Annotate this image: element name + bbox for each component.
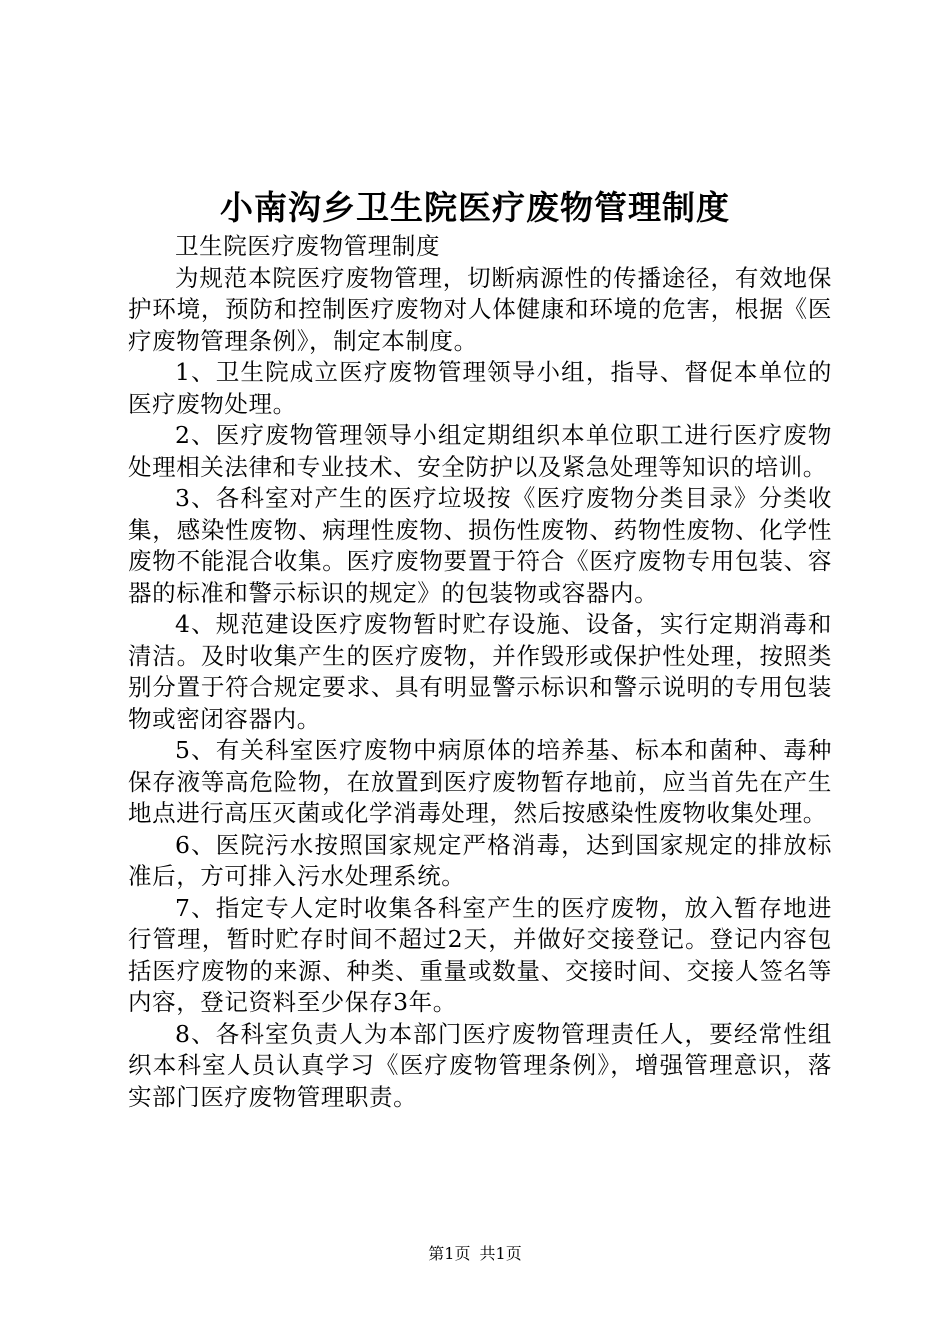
paragraph-item-5: 5、有关科室医疗废物中病原体的培养基、标本和菌种、毒种保存液等高危险物，在放置到医疗废物暂存地前，应当首先在产生地点进行高压灭菌或化学消毒处理，然后按感染性废物收集处理。 [128, 736, 832, 827]
paragraph-item-4: 4、规范建设医疗废物暂时贮存设施、设备，实行定期消毒和清洁。及时收集产生的医疗废物，并作毁形或保护性处理，按照类别分置于符合规定要求、具有明显警示标识和警示说明的专用包装物或密闭容器内。 [128, 610, 832, 733]
page-total: 共1页 [479, 1244, 522, 1263]
paragraph-item-8: 8、各科室负责人为本部门医疗废物管理责任人，要经常性组织本科室人员认真学习《医疗废物管理条例》，增强管理意识，落实部门医疗废物管理职责。 [128, 1019, 832, 1111]
paragraph-item-3: 3、各科室对产生的医疗垃圾按《医疗废物分类目录》分类收集，感染性废物、病理性废物、损伤性废物、药物性废物、化学性废物不能混合收集。医疗废物要置于符合《医疗废物专用包装、容器的标准和警示标识的规定》的包装物或容器内。 [128, 484, 832, 607]
document-title: 小南沟乡卫生院医疗废物管理制度 [220, 188, 730, 227]
paragraph-intro: 为规范本院医疗废物管理，切断病源性的传播途径，有效地保护环境，预防和控制医疗废物对人体健康和环境的危害，根据《医疗废物管理条例》，制定本制度。 [128, 263, 832, 355]
paragraph-item-6: 6、医院污水按照国家规定严格消毒，达到国家规定的排放标准后，方可排入污水处理系统。 [128, 830, 832, 890]
page-footer [0, 1243, 950, 1265]
page-number: 第1页 [428, 1244, 471, 1263]
document-body [128, 231, 832, 1113]
paragraph-item-2: 2、医疗废物管理领导小组定期组织本单位职工进行医疗废物处理相关法律和专业技术、安全防护以及紧急处理等知识的培训。 [128, 421, 832, 481]
paragraph-item-1: 1、卫生院成立医疗废物管理领导小组，指导、督促本单位的医疗废物处理。 [128, 358, 832, 418]
paragraph-item-7: 7、指定专人定时收集各科室产生的医疗废物，放入暂存地进行管理，暂时贮存时间不超过2天，并做好交接登记。登记内容包括医疗废物的来源、种类、重量或数量、交接时间、交接人签名等内容，登记资料至少保存3年。 [128, 893, 832, 1016]
paragraph-subtitle: 卫生院医疗废物管理制度 [175, 232, 441, 260]
